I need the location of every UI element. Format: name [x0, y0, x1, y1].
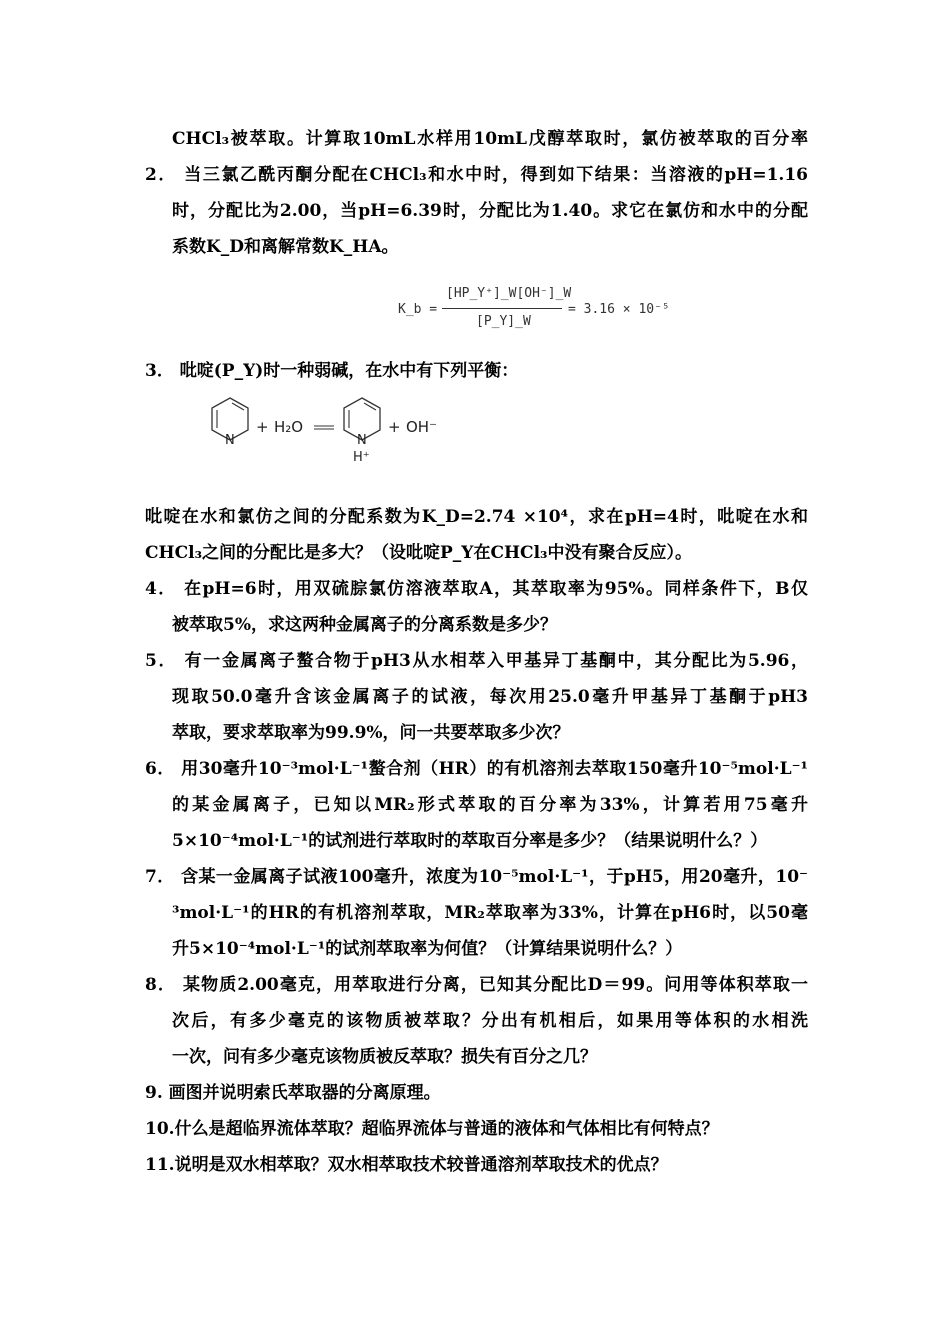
question-6-line: 6． 用30毫升10⁻³mol·L⁻¹螯合剂（HR）的有机溶剂去萃取150毫升10⁻⁵mol·L⁻¹ — [145, 759, 808, 779]
pyridine-reaction-diagram — [208, 392, 468, 482]
question-3-line: 3． 吡啶(P_Y)时一种弱碱，在水中有下列平衡： — [145, 361, 519, 381]
question-5-line: 现取50.0毫升含该金属离子的试液，每次用25.0毫升甲基异丁基酮于pH3 — [172, 687, 808, 707]
question-3-line: 吡啶在水和氯仿之间的分配系数为K_D=2.74 ×10⁴，求在pH=4时，吡啶在水和 — [145, 507, 808, 527]
question-10-line: 10.什么是超临界流体萃取？超临界流体与普通的液体和气体相比有何特点？ — [145, 1119, 719, 1139]
question-6-line: 的某金属离子，已知以MR₂形式萃取的百分率为33%，计算若用75毫升 — [172, 795, 808, 815]
question-7-line: 升5×10⁻⁴mol·L⁻¹的试剂萃取率为何值？（计算结果说明什么？） — [172, 939, 683, 959]
text-line: CHCl₃被萃取。计算取10mL水样用10mL戊醇萃取时，氯仿被萃取的百分率 — [172, 129, 808, 149]
question-9-line: 9. 画图并说明索氏萃取器的分离原理。 — [145, 1083, 441, 1103]
question-7-line: 7． 含某一金属离子试液100毫升，浓度为10⁻⁵mol·L⁻¹，于pH5，用20毫升，10⁻ — [145, 867, 808, 887]
formula-lhs: K_b = — [398, 302, 438, 317]
question-5-line: 萃取，要求萃取率为99.9%，问一共要萃取多少次？ — [172, 723, 570, 743]
plus-sign: + — [388, 418, 401, 436]
question-11-line: 11.说明是双水相萃取？双水相萃取技术较普通溶剂萃取技术的优点？ — [145, 1155, 668, 1175]
question-2-line: 系数K_D和离解常数K_HA。 — [172, 237, 399, 257]
question-4-line: 被萃取5%，求这两种金属离子的分离系数是多少？ — [172, 615, 557, 635]
equilibrium-formula — [398, 282, 718, 342]
question-5-line: 5． 有一金属离子螯合物于pH3从水相萃入甲基异丁基酮中，其分配比为5.96， — [145, 651, 808, 671]
plus-sign: + — [256, 418, 269, 436]
nitrogen-label: N — [357, 433, 367, 448]
question-7-line: ³mol·L⁻¹的HR的有机溶剂萃取，MR₂萃取率为33%，计算在pH6时，以50毫 — [172, 903, 808, 923]
question-8-line: 8． 某物质2.00毫克，用萃取进行分离，已知其分配比D＝99。问用等体积萃取一 — [145, 975, 808, 995]
reaction-structures — [208, 392, 468, 482]
question-2-line: 时，分配比为2.00，当pH=6.39时，分配比为1.40。求它在氯仿和水中的分配 — [172, 201, 808, 221]
water-label: H₂O — [274, 418, 304, 436]
nitrogen-label: N — [225, 433, 235, 448]
fraction-bar — [442, 308, 562, 309]
question-8-line: 一次，问有多少毫克该物质被反萃取？损失有百分之几？ — [172, 1047, 597, 1067]
formula-rhs: = 3.16 × 10⁻⁵ — [568, 302, 670, 317]
question-6-line: 5×10⁻⁴mol·L⁻¹的试剂进行萃取时的萃取百分率是多少？（结果说明什么？） — [172, 831, 768, 851]
question-8-line: 次后，有多少毫克的该物质被萃取？分出有机相后，如果用等体积的水相洗 — [172, 1011, 808, 1031]
proton-label: H⁺ — [353, 450, 370, 465]
formula-numerator: [HP_Y⁺]_W[OH⁻]_W — [446, 286, 572, 301]
question-3-line: CHCl₃之间的分配比是多大？（设吡啶P_Y在CHCl₃中没有聚合反应）。 — [145, 543, 692, 563]
question-4-line: 4． 在pH=6时，用双硫腙氯仿溶液萃取A，其萃取率为95%。同样条件下，B仅 — [145, 579, 808, 599]
formula-denominator: [P_Y]_W — [476, 314, 531, 329]
question-2-line: 2． 当三氯乙酰丙酮分配在CHCl₃和水中时，得到如下结果：当溶液的pH=1.16 — [145, 165, 808, 185]
hydroxide-label: OH⁻ — [406, 418, 438, 436]
